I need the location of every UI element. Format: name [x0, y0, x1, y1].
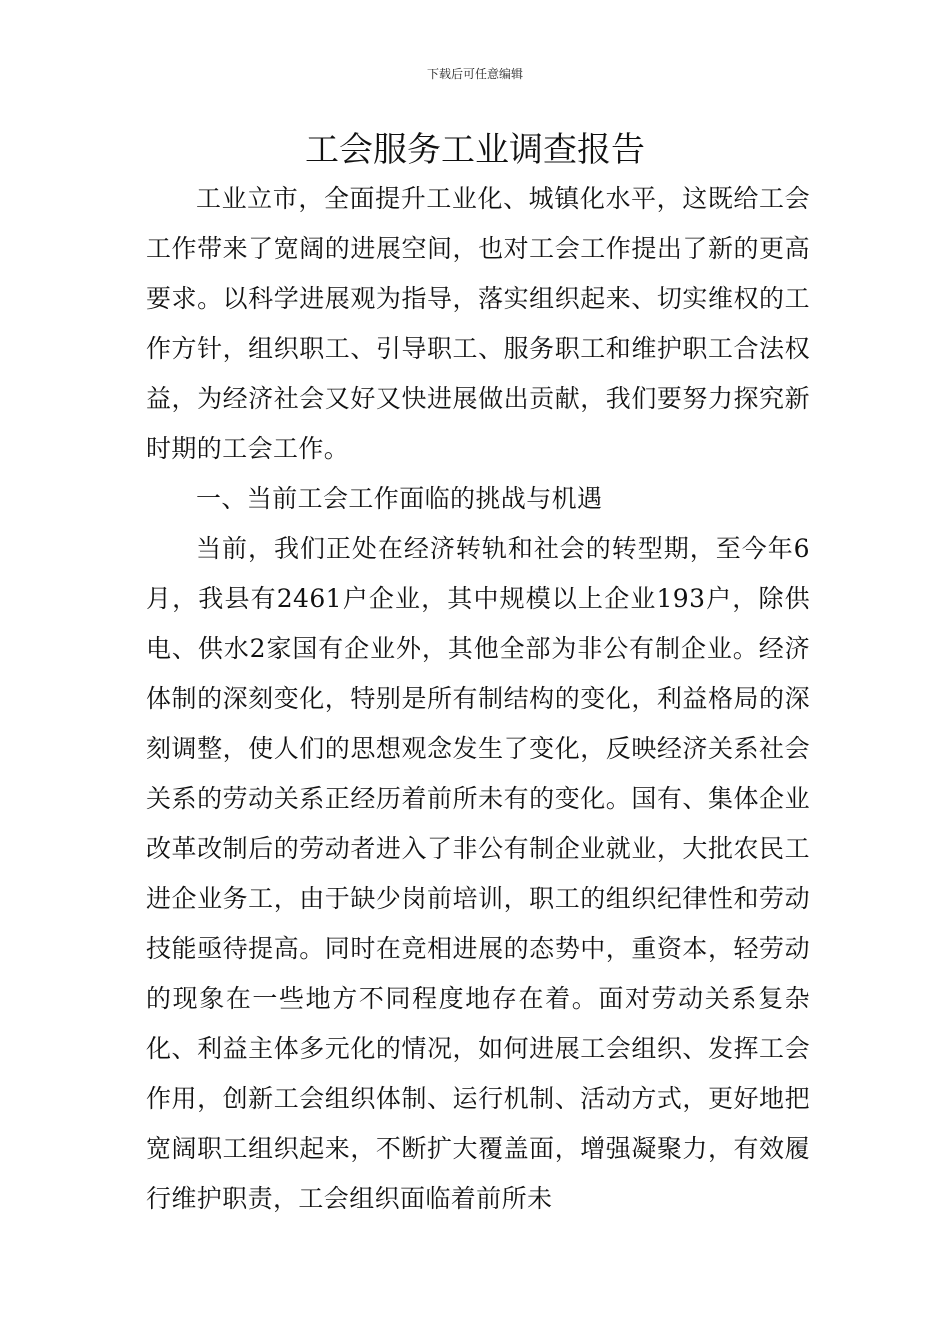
header-note: 下载后可任意编辑: [426, 67, 523, 81]
document-body: [146, 174, 810, 1224]
document-title: 工会服务工业调查报告: [305, 130, 645, 170]
paragraph-current-situation: 当前，我们正处在经济转轨和社会的转型期，至今年6月，我县有2461户企业，其中规模以上企业193户，除供电、供水2家国有企业外，其他全部为非公有制企业。经济体制的深刻变化，特别是所有制结构的变化，利益格局的深刻调整，使人们的思想观念发生了变化，反映经济关系社会关系的劳动关系正经历着前所未有的变化。国有、集体企业改革改制后的劳动者进入了非公有制企业就业，大批农民工进企业务工，由于缺少岗前培训，职工的组织纪律性和劳动技能亟待提高。同时在竞相进展的态势中，重资本，轻劳动的现象在一些地方不同程度地存在着。面对劳动关系复杂化、利益主体多元化的情况，如何进展工会组织、发挥工会作用，创新工会组织体制、运行机制、活动方式，更好地把宽阔职工组织起来，不断扩大覆盖面，增强凝聚力，有效履行维护职责，工会组织面临着前所未: [146, 534, 810, 1213]
paragraph-intro: 工业立市，全面提升工业化、城镇化水平，这既给工会工作带来了宽阔的进展空间，也对工会工作提出了新的更高要求。以科学进展观为指导，落实组织起来、切实维权的工作方针，组织职工、引导职工、服务职工和维护职工合法权益，为经济社会又好又快进展做出贡献，我们要努力探究新时期的工会工作。: [146, 184, 810, 463]
section-heading-1: 一、当前工会工作面临的挑战与机遇: [196, 484, 603, 513]
